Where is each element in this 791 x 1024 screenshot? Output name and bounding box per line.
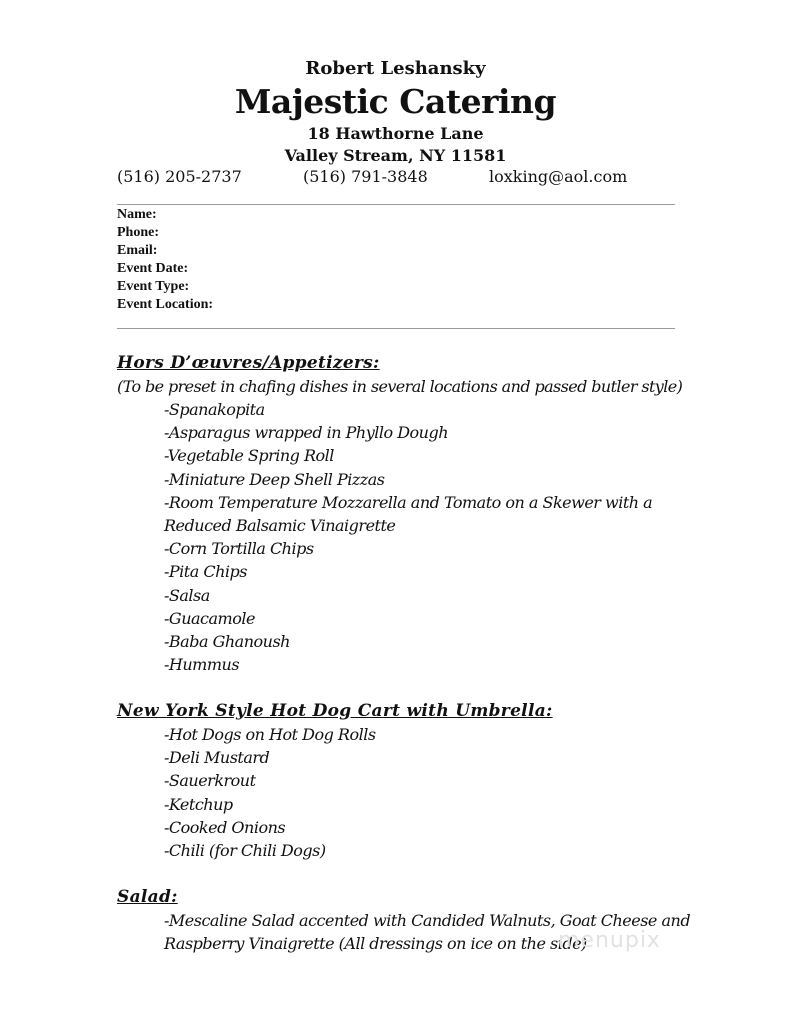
company-name: Majestic Catering [234,82,557,121]
menu-item: -Spanakopita [164,400,265,419]
menu-item: -Sauerkrout [164,771,256,791]
street-address: 18 Hawthorne Lane [307,124,484,143]
phone-secondary: (516) 791-3848 [303,167,428,186]
appetizers-note: (To be preset in chafing dishes in several locations and passed butler style) [117,377,683,396]
city-address: Valley Stream, NY 11581 [284,146,507,165]
menu-item: -Asparagus wrapped in Phyllo Dough [164,423,449,443]
menu-item: -Mescaline Salad accented with Candided Walnuts, Goat Cheese and [164,911,691,930]
menupix-watermark: menupix [558,928,661,953]
appetizers-title: Hors D’œuvres/Appetizers: [117,353,380,373]
menu-item: -Cooked Onions [164,817,286,837]
salad-title: Salad: [117,887,178,907]
menu-item: Reduced Balsamic Vinaigrette [164,515,396,535]
event-info-form [117,206,213,314]
menu-item: -Pita Chips [164,562,247,582]
owner-name: Robert Leshansky [305,58,486,79]
menu-item: -Baba Ghanoush [164,631,290,651]
field-email-label: Email: [117,243,158,258]
menu-item: -Miniature Deep Shell Pizzas [164,469,385,489]
field-event-date-label: Event Date: [117,261,189,276]
menu-item: -Salsa [164,585,210,605]
menu-item: -Vegetable Spring Roll [164,446,334,466]
field-name-label: Name: [117,207,157,222]
hotdog-title: New York Style Hot Dog Cart with Umbrella: [117,701,553,721]
email-address: loxking@aol.com [489,167,628,186]
menu-item: -Hummus [164,655,240,675]
field-phone-label: Phone: [117,225,159,240]
field-event-location-label: Event Location: [117,297,214,312]
menu-item: -Room Temperature Mozzarella and Tomato on a Skewer with a [164,492,653,512]
menu-item: -Hot Dogs on Hot Dog Rolls [164,725,376,744]
divider-bottom [117,328,675,329]
menu-item: -Chili (for Chili Dogs) [164,840,326,860]
menu-item: -Ketchup [164,794,233,814]
hotdog-section [117,700,717,862]
menu-item: -Corn Tortilla Chips [164,539,314,559]
field-event-type-label: Event Type: [117,279,190,294]
menu-item: -Deli Mustard [164,748,270,768]
menu-item: -Guacamole [164,608,255,628]
appetizers-section [117,352,717,676]
divider-top [117,204,675,205]
phone-primary: (516) 205-2737 [117,167,242,186]
menu-item: Raspberry Vinaigrette (All dressings on ice on the side) [164,934,587,954]
